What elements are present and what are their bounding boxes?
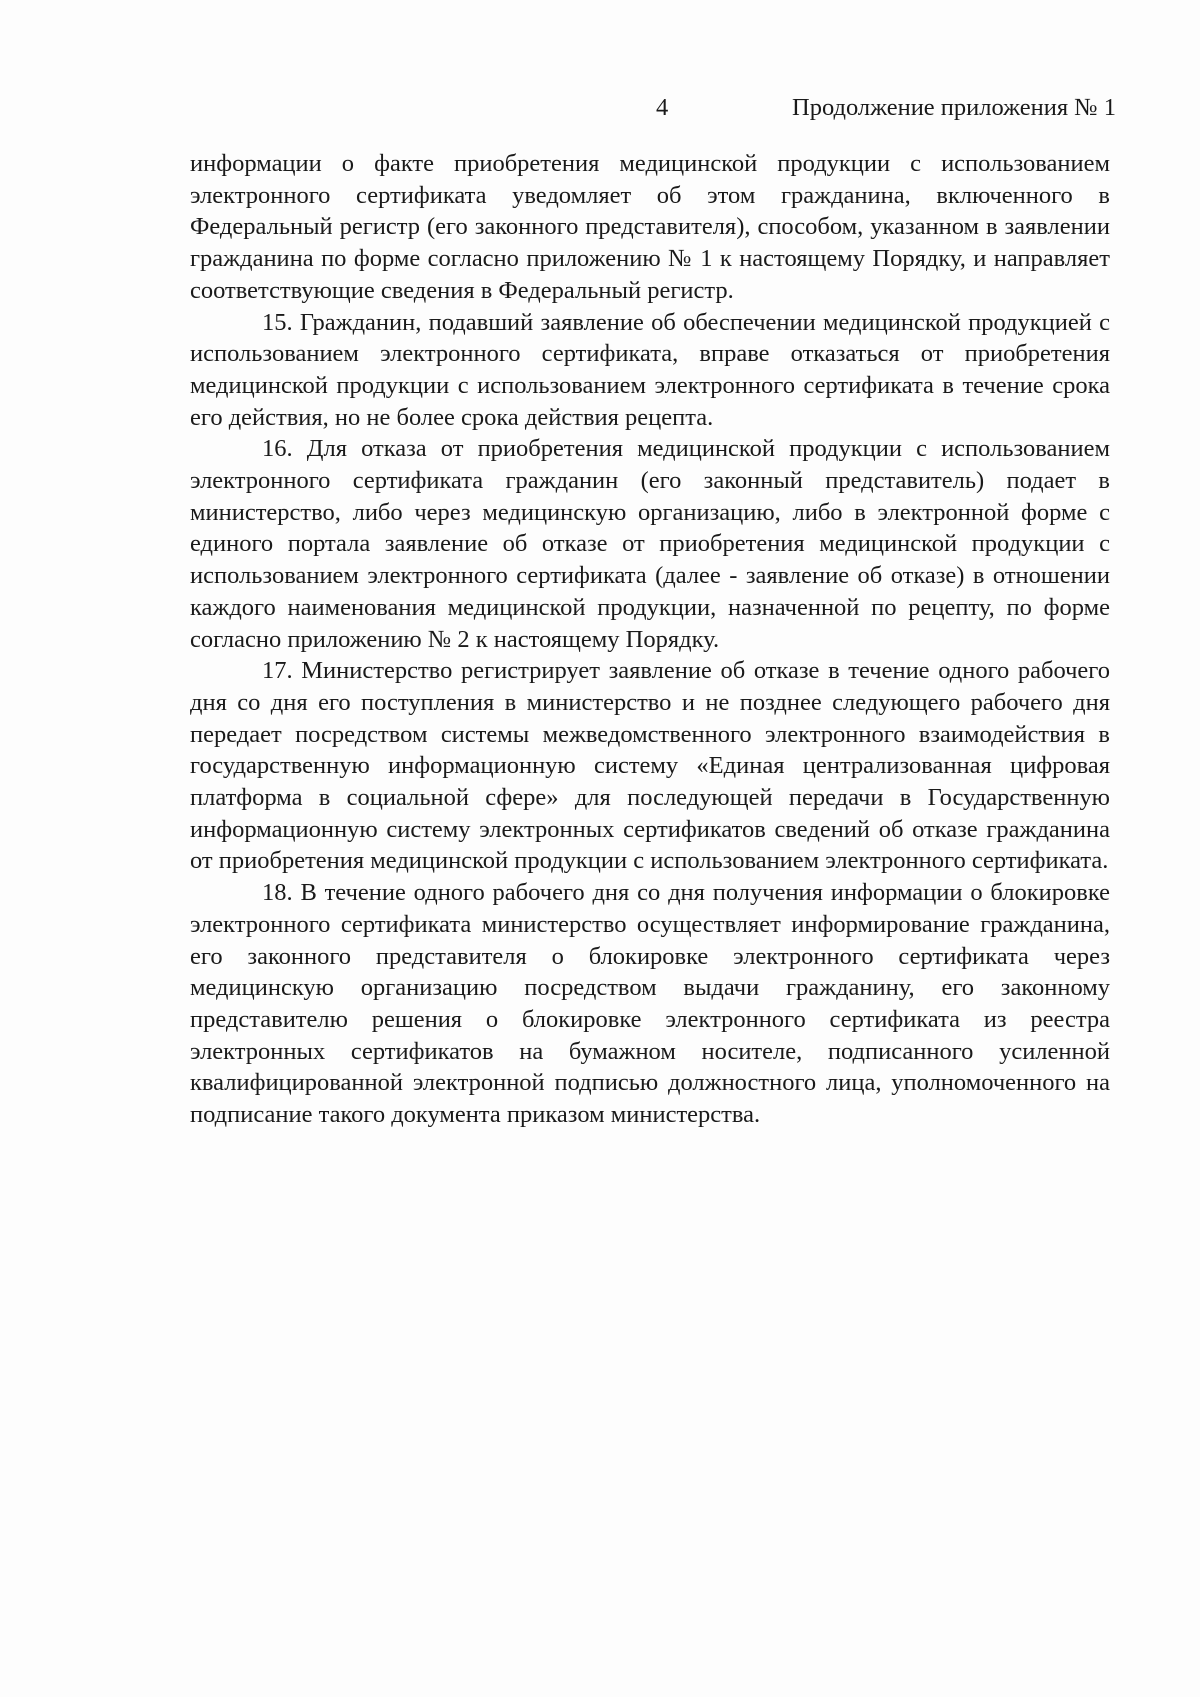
- paragraph-15: 15. Гражданин, подавший заявление об обеспечении медицинской продукцией с использованием электронного сертификата, вправе отказаться от приобретения медицинской продукции с использованием электронного сертификата в течение срока его действия, но не более срока действия рецепта.: [190, 308, 1110, 431]
- page-header: [0, 94, 1200, 128]
- appendix-continuation-title: Продолжение приложения № 1: [792, 94, 1116, 121]
- paragraph-17: 17. Министерство регистрирует заявление об отказе в течение одного рабочего дня со дня его поступления в министерство и не позднее следующего рабочего дня передает посредством системы межведомственного электронного взаимодействия в государственную информационную систему «Единая централизованная цифровая платформа в социальной сфере» для последующей передачи в Государственную информационную систему электронных сертификатов сведений об отказе гражданина от приобретения медицинской продукции с использованием электронного сертификата.: [190, 657, 1110, 875]
- paragraph-continuation: информации о факте приобретения медицинской продукции с использованием электронного сертификата уведомляет об этом гражданина, включенного в Федеральный регистр (его законного представителя), способом, указанном в заявлении гражданина по форме согласно приложению № 1 к настоящему Порядку, и направляет соответствующие сведения в Федеральный регистр.: [190, 150, 1110, 304]
- page-number: 4: [656, 94, 669, 121]
- paragraph-16: 16. Для отказа от приобретения медицинской продукции с использованием электронного сертификата гражданин (его законный представитель) подает в министерство, либо через медицинскую организацию, либо в электронной форме с единого портала заявление об отказе от приобретения медицинской продукции с использованием электронного сертификата (далее - заявление об отказе) в отношении каждого наименования медицинской продукции, назначенной по рецепту, по форме согласно приложению № 2 к настоящему Порядку.: [190, 435, 1110, 653]
- document-body: [190, 148, 1110, 1131]
- paragraph-18: 18. В течение одного рабочего дня со дня получения информации о блокировке электронного сертификата министерство осуществляет информирование гражданина, его законного представителя о блокировке электронного сертификата через медицинскую организацию посредством выдачи гражданину, его законному представителю решения о блокировке электронного сертификата из реестра электронных сертификатов на бумажном носителе, подписанного усиленной квалифицированной электронной подписью должностного лица, уполномоченного на подписание такого документа приказом министерства.: [190, 879, 1110, 1129]
